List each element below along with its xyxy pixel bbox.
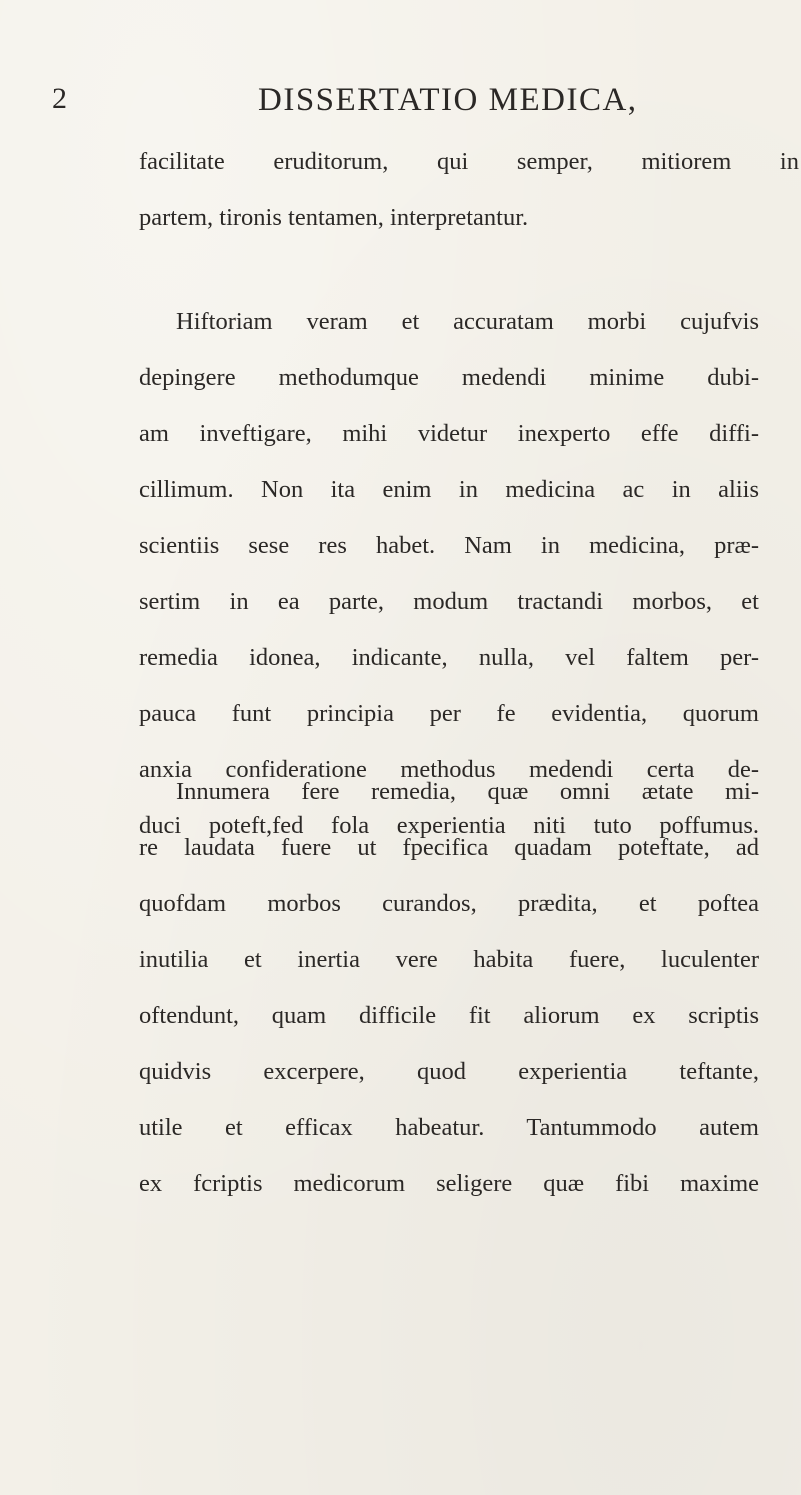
page-number: 2 [52,82,67,115]
text-line: facilitate eruditorum, qui semper, mitiorem in [139,148,799,175]
text-line: re laudata fuere ut fpecifica quadam poteftate, ad [139,834,759,861]
text-line: anxia confideratione methodus medendi certa de- [139,756,759,783]
text-line: scientiis sese res habet. Nam in medicina, præ- [139,532,759,559]
text-line: inutilia et inertia vere habita fuere, luculenter [139,946,759,973]
text-line: utile et efficax habeatur. Tantummodo autem [139,1114,759,1141]
text-line: am inveftigare, mihi videtur inexperto effe diffi- [139,420,759,447]
text-line: remedia idonea, indicante, nulla, vel faltem per- [139,644,759,671]
paragraph-1 [139,134,799,246]
text-line: ex fcriptis medicorum seligere quæ fibi maxime [139,1170,759,1197]
text-line: depingere methodumque medendi minime dubi- [139,364,759,391]
text-line: oftendunt, quam difficile fit aliorum ex scriptis [139,1002,759,1029]
text-line: Innumera fere remedia, quæ omni ætate mi- [176,778,759,805]
text-line: duci poteft,fed fola experientia niti tuto poffumus. [139,812,759,839]
paragraph-3 [139,764,759,1212]
text-line: pauca funt principia per fe evidentia, quorum [139,700,759,727]
text-line: quidvis excerpere, quod experientia teftante, [139,1058,759,1085]
text-line: sertim in ea parte, modum tractandi morbos, et [139,588,759,615]
text-line: cillimum. Non ita enim in medicina ac in aliis [139,476,759,503]
text-line: quofdam morbos curandos, prædita, et poftea [139,890,759,917]
running-title: DISSERTATIO MEDICA, [258,82,638,118]
text-line: Hiftoriam veram et accuratam morbi cujufvis [176,308,759,335]
text-line: partem, tironis tentamen, interpretantur. [139,204,529,231]
page-header [52,82,752,132]
